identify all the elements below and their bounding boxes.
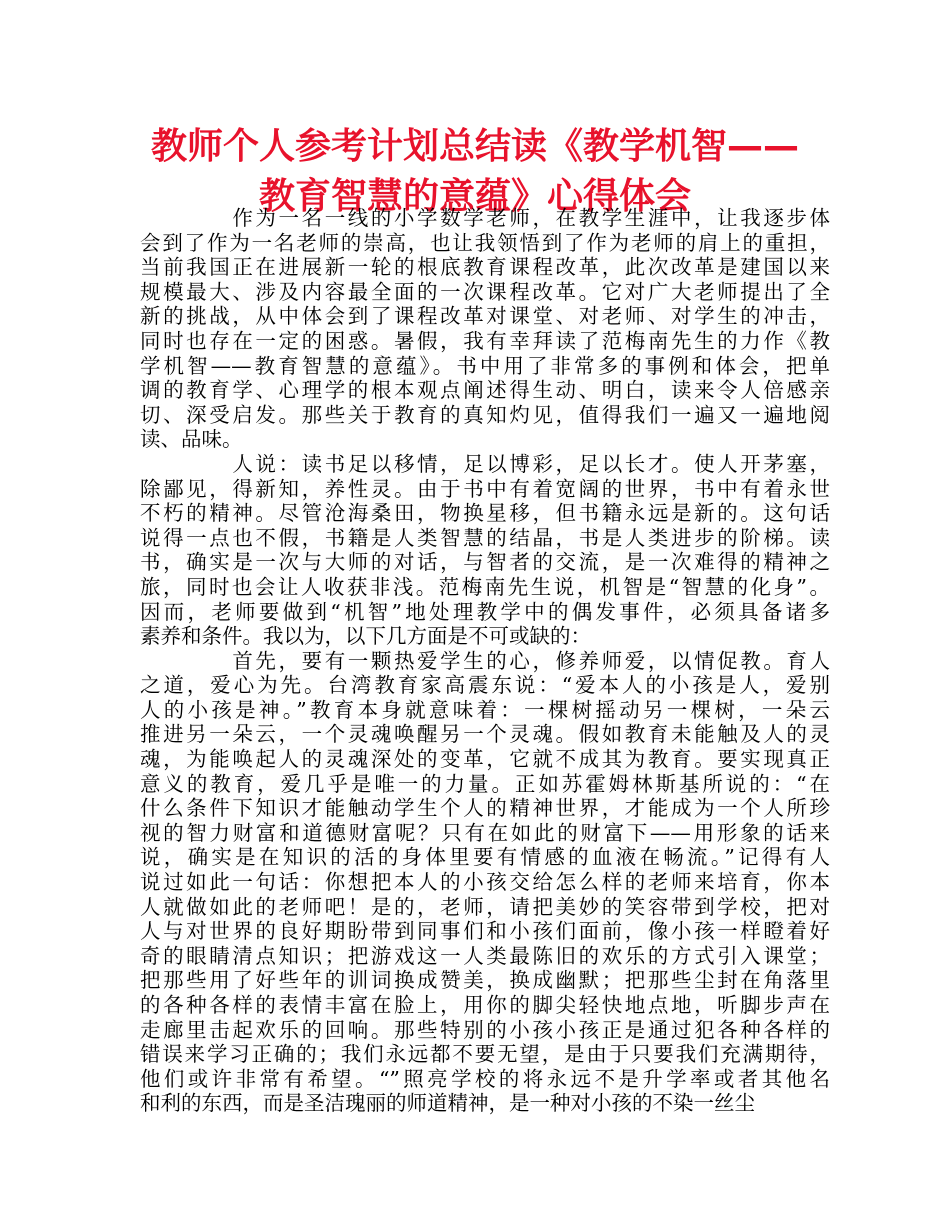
paragraph-line: 读、品味。 xyxy=(140,427,243,452)
paragraph-line: 作为一名一线的小学数学老师，在教学生涯中，让我逐步体 xyxy=(140,206,830,230)
paragraph-line: 走廊里击起欢乐的回响。那些特别的小孩小孩正是通过犯各种各样的 xyxy=(140,1017,830,1042)
document-body xyxy=(140,206,830,1116)
paragraph-line: 之道，爱心为先。台湾教育家高震东说：“爱本人的小孩是人，爱别 xyxy=(140,673,830,698)
paragraph-line: 和利的东西，而是圣洁瑰丽的师道精神，是一种对小孩的不染一丝尘 xyxy=(140,1091,755,1116)
paragraph-line: 说得一点也不假，书籍是人类智慧的结晶，书是人类进步的阶梯。读 xyxy=(140,525,830,550)
paragraph-line: 的各种各样的表情丰富在脸上，用你的脚尖轻快地点地，听脚步声在 xyxy=(140,993,830,1017)
paragraph-line: 奇的眼睛清点知识；把游戏这一人类最陈旧的欢乐的方式引入课堂； xyxy=(140,943,830,968)
paragraph xyxy=(140,206,830,452)
paragraph-line: 说，确实是在知识的活的身体里要有情感的血液在畅流。”记得有人 xyxy=(140,845,830,870)
paragraph-line: 素养和条件。我以为，以下几方面是不可或缺的： xyxy=(140,624,591,649)
paragraph-line: 同时也存在一定的困惑。暑假，我有幸拜读了范梅南先生的力作《教 xyxy=(140,328,830,353)
paragraph-line: 新的挑战，从中体会到了课程改革对课堂、对老师、对学生的冲击， xyxy=(140,304,830,329)
paragraph-line: 意义的教育，爱几乎是唯一的力量。正如苏霍姆林斯基所说的：“在 xyxy=(140,771,830,796)
paragraph-line: 会到了作为一名老师的崇高，也让我领悟到了作为老师的肩上的重担， xyxy=(140,230,830,255)
paragraph-line: 切、深受启发。那些关于教育的真知灼见，值得我们一遍又一遍地阅 xyxy=(140,402,830,427)
paragraph-line: 他们或许非常有希望。“”照亮学校的将永远不是升学率或者其他名 xyxy=(140,1066,830,1091)
paragraph-line: 推进另一朵云，一个灵魂唤醒另一个灵魂。假如教育未能触及人的灵 xyxy=(140,722,830,747)
paragraph-line: 除鄙见，得新知，养性灵。由于书中有着宽阔的世界，书中有着永世 xyxy=(140,476,830,501)
paragraph-line: 书，确实是一次与大师的对话，与智者的交流，是一次难得的精神之 xyxy=(140,550,830,575)
paragraph-line: 什么条件下知识才能触动学生个人的精神世界，才能成为一个人所珍 xyxy=(140,796,830,821)
paragraph-line: 不朽的精神。尽管沧海桑田，物换星移，但书籍永远是新的。这句话 xyxy=(140,501,830,526)
paragraph-line: 人就做如此的老师吧！是的，老师，请把美妙的笑容带到学校，把对 xyxy=(140,894,830,919)
title-line-2: 教育智慧的意蕴》心得体会 xyxy=(258,176,691,217)
paragraph-line: 当前我国正在进展新一轮的根底教育课程改革，此次改革是建国以来 xyxy=(140,255,830,280)
paragraph-line: 学机智——教育智慧的意蕴》。书中用了非常多的事例和体会，把单 xyxy=(140,353,830,378)
paragraph-line: 因而，老师要做到“机智”地处理教学中的偶发事件，必须具备诸多 xyxy=(140,599,830,624)
paragraph-line: 魂，为能唤起人的灵魂深处的变革，它就不成其为教育。要实现真正 xyxy=(140,747,830,772)
paragraph-line: 错误来学习正确的；我们永远都不要无望，是由于只要我们充满期待， xyxy=(140,1042,830,1067)
paragraph-line: 人说：读书足以移情，足以博彩，足以长才。使人开茅塞， xyxy=(140,451,830,476)
paragraph-line: 人的小孩是神。”教育本身就意味着：一棵树摇动另一棵树，一朵云 xyxy=(140,697,830,722)
paragraph-line: 说过如此一句话：你想把本人的小孩交给怎么样的老师来培育，你本 xyxy=(140,870,830,895)
paragraph-line: 首先，要有一颗热爱学生的心，修养师爱，以情促教。育人 xyxy=(140,648,830,673)
paragraph-line: 视的智力财富和道德财富呢？只有在如此的财富下——用形象的话来 xyxy=(140,820,830,845)
paragraph xyxy=(140,452,830,649)
paragraph-line: 人与对世界的良好期盼带到同事们和小孩们面前，像小孩一样瞪着好 xyxy=(140,919,830,944)
paragraph xyxy=(140,649,830,1116)
paragraph-line: 调的教育学、心理学的根本观点阐述得生动、明白，读来令人倍感亲 xyxy=(140,378,830,403)
paragraph-line: 规模最大、涉及内容最全面的一次课程改革。它对广大老师提出了全 xyxy=(140,279,830,304)
paragraph-line: 把那些用了好些年的训词换成赞美，换成幽默；把那些尘封在角落里 xyxy=(140,968,830,993)
paragraph-line: 旅，同时也会让人收获非浅。范梅南先生说，机智是“智慧的化身”。 xyxy=(140,574,830,599)
title-line-1: 教师个人参考计划总结读《教学机智—— xyxy=(150,126,799,167)
